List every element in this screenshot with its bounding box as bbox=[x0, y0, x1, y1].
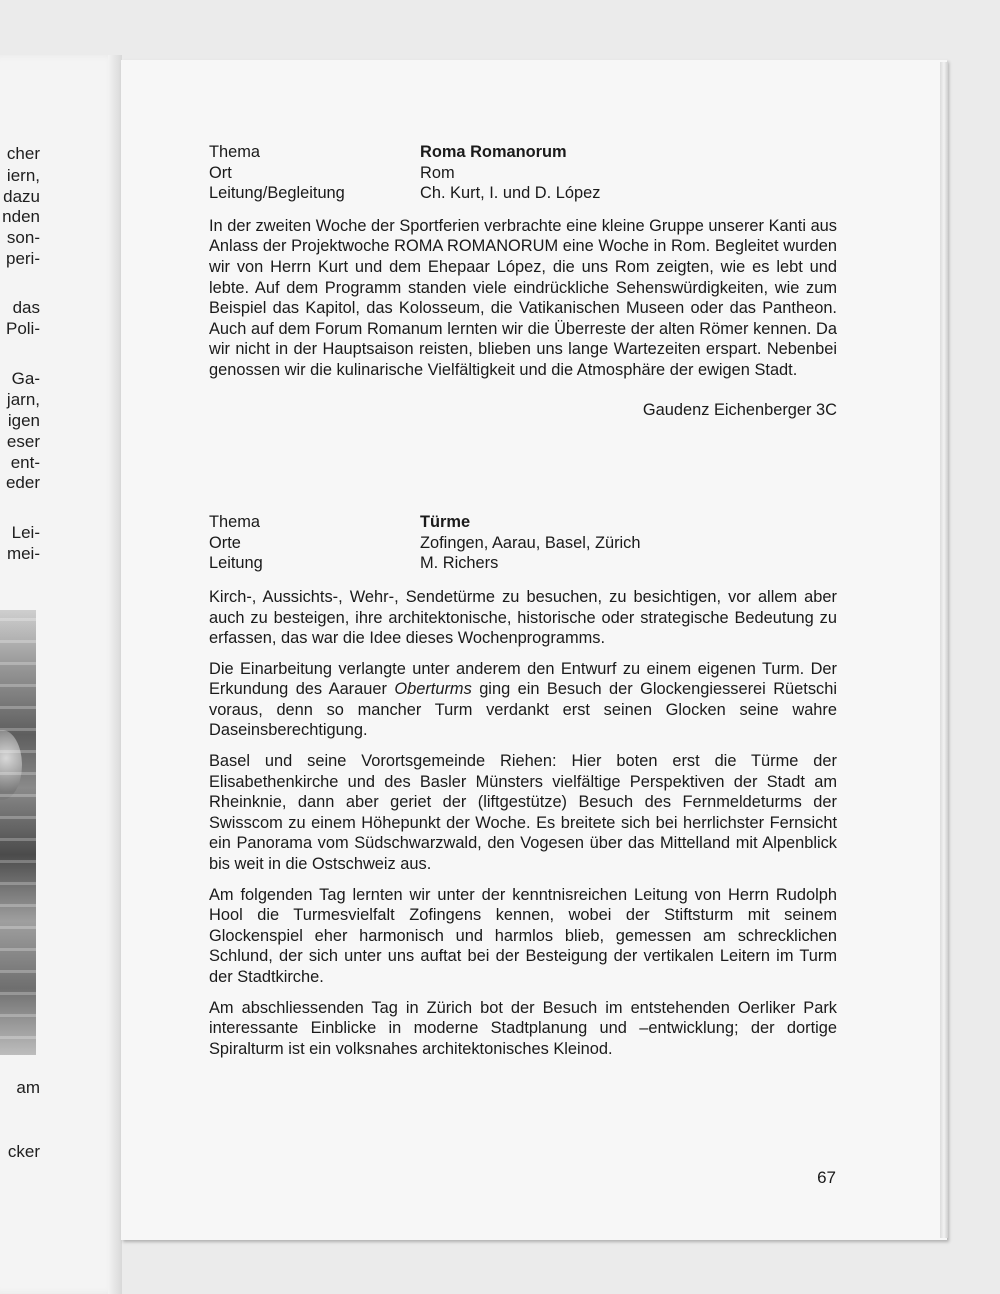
photo-texture bbox=[0, 662, 36, 665]
photo-texture bbox=[0, 794, 36, 797]
page-edge bbox=[940, 62, 948, 1238]
meta-label: Thema bbox=[209, 143, 261, 161]
meta-row-thema bbox=[209, 142, 837, 163]
left-page-text-fragment: das bbox=[12, 298, 40, 317]
left-page-text-fragment: jarn, bbox=[6, 390, 40, 409]
left-page-text-fragment: eder bbox=[5, 473, 40, 492]
meta-value-title: Türme bbox=[420, 513, 471, 532]
page-content bbox=[209, 142, 837, 1059]
meta-label: Orte bbox=[209, 533, 241, 552]
photo-texture bbox=[0, 1036, 36, 1039]
body-paragraph: Am folgenden Tag lernten wir unter der kenntnisreichen Leitung von Herrn Rudolph Hool die Turmesvielfalt Zofingens kennen, wobei der Stiftsturm mit seinem Glockenspiel eher harmonisch und harmlos blieb, gemessen am schrecklichen Schlund, der sich unter uns auftat bei der Besteigung der vertikalen Leitern im Turm der Stadtkirche. bbox=[209, 885, 837, 986]
meta-value: Ch. Kurt, I. und D. López bbox=[420, 184, 601, 203]
author-signature: Gaudenz Eichenberger 3C bbox=[642, 400, 837, 419]
left-page-text-fragment: peri- bbox=[5, 249, 40, 268]
left-page-text-fragment: nden bbox=[2, 207, 40, 226]
meta-value: M. Richers bbox=[420, 554, 499, 573]
meta-label: Leitung/Begleitung bbox=[209, 184, 345, 203]
meta-value: Rom bbox=[420, 163, 455, 182]
meta-label: Thema bbox=[209, 513, 261, 532]
photo-texture bbox=[0, 838, 36, 841]
photo-texture bbox=[0, 992, 36, 995]
photo-texture bbox=[0, 948, 36, 951]
photo-texture bbox=[0, 640, 36, 643]
photo-texture bbox=[0, 684, 36, 687]
left-page-text-fragment: igen bbox=[7, 411, 40, 430]
left-page-text-fragment: cker bbox=[7, 1142, 40, 1161]
left-page-text-fragment: Ga- bbox=[11, 369, 40, 388]
photo-texture bbox=[0, 882, 36, 885]
photo-texture bbox=[0, 904, 36, 907]
left-page-text-fragment: Poli- bbox=[5, 319, 40, 338]
meta-row-ort bbox=[209, 163, 837, 184]
left-page-text-fragment: Lei- bbox=[11, 523, 40, 542]
photo-texture bbox=[0, 618, 36, 621]
photo-figure bbox=[0, 730, 22, 800]
photo-texture bbox=[0, 970, 36, 973]
photo-texture bbox=[0, 728, 36, 731]
meta-row-leitung bbox=[209, 183, 837, 204]
paragraph-text: Die Einarbeitung verlangte unter anderem den Entwurf zu einem eigenen Turm. Der Erkundung des Aarauer bbox=[209, 659, 837, 699]
body-paragraph: Kirch-, Aussichts-, Wehr-, Sendetürme zu besuchen, zu besichtigen, vor allem aber auch zu besteigen, ihre architektonische, historische oder strategische Bedeutung zu erfassen, das war die Idee dieses Wochenprogramms. bbox=[209, 587, 837, 648]
left-page-text-fragment: am bbox=[16, 1078, 40, 1097]
left-page-text-fragment: eser bbox=[6, 432, 40, 451]
page-number: 67 bbox=[817, 1168, 836, 1187]
body-paragraph: In der zweiten Woche der Sportferien verbrachte eine kleine Gruppe unserer Kanti aus Anlass der Projektwoche ROMA ROMANORUM eine Woche in Rom. Begleitet wurden wir von Herrn Kurt und dem Ehepaar López, die uns Rom zeigten, wie es lebt und lebte. Auf dem Programm standen viele eindrückliche Sehenswürdigkeiten, wie zum Beispiel das Kapitol, das Kolosseum, die Vatikanischen Museen oder das Pantheon. Auch auf dem Forum Romanum lernten wir die Überreste der alten Römer kennen. Da wir nicht in der Hauptsaison reisten, blieben uns lange Wartezeiten erspart. Nebenbei genossen wir die kulinarische Vielfältigkeit und die Atmosphäre der ewigen Stadt. bbox=[209, 216, 837, 379]
left-page-photo bbox=[0, 610, 36, 1055]
body-paragraph: Basel und seine Vorortsgemeinde Riehen: Hier boten erst die Türme der Elisabethenkirche und des Basler Münsters vielfältige Perspektiven der Stadt am Rheinknie, dann aber geriet der (liftgestütze) Besuch des Fernmeldeturms der Swisscom zu einem Höhepunkt der Woche. Es breitete sich bei herrlichster Fernsicht ein Panorama vom Südschwarzwald, den Vogesen über das Mittelland mit Alpenblick bis weit in die Ostschweiz aus. bbox=[209, 752, 837, 874]
meta-row-orte bbox=[209, 533, 837, 554]
left-page-text-fragment: iern, bbox=[6, 166, 40, 185]
meta-label: Leitung bbox=[209, 554, 263, 573]
left-page-text-fragment: ent- bbox=[10, 453, 40, 472]
photo-texture bbox=[0, 750, 36, 753]
meta-row-leitung bbox=[209, 553, 837, 574]
photo-texture bbox=[0, 706, 36, 709]
meta-label: Ort bbox=[209, 163, 232, 182]
meta-table-roma bbox=[209, 142, 837, 204]
photo-texture bbox=[0, 926, 36, 929]
photo-texture bbox=[0, 772, 36, 775]
body-paragraph bbox=[209, 659, 837, 741]
meta-row-thema bbox=[209, 512, 837, 533]
left-page-text-fragment: son- bbox=[6, 228, 40, 247]
section-roma bbox=[209, 142, 837, 420]
meta-table-tuerme bbox=[209, 512, 837, 574]
photo-texture bbox=[0, 1014, 36, 1017]
photo-texture bbox=[0, 860, 36, 863]
meta-value-title: Roma Romanorum bbox=[420, 143, 567, 161]
italic-term: Oberturms bbox=[394, 680, 472, 699]
body-paragraph: Am abschliessenden Tag in Zürich bot der Besuch im entstehenden Oerliker Park interessante Einblicke in moderne Stadtplanung und –entwicklung; der dortige Spiralturm ist ein volksnahes architektonisches Kleinod. bbox=[209, 998, 837, 1058]
photo-texture bbox=[0, 816, 36, 819]
paragraph-text: ging ein Besuch der Glockengiesserei Rüetschi voraus, denn so mancher Turm verdankt erst seinen Glocken seine wahre Daseinsberechtigung. bbox=[209, 680, 837, 740]
book-gutter bbox=[108, 55, 122, 1294]
left-page-text-fragment: dazu bbox=[3, 187, 40, 206]
left-page-text-fragment: cher bbox=[6, 144, 40, 163]
left-page-text-fragment: mei- bbox=[6, 544, 40, 563]
meta-value: Zofingen, Aarau, Basel, Zürich bbox=[420, 533, 641, 552]
section-tuerme bbox=[209, 512, 837, 1059]
